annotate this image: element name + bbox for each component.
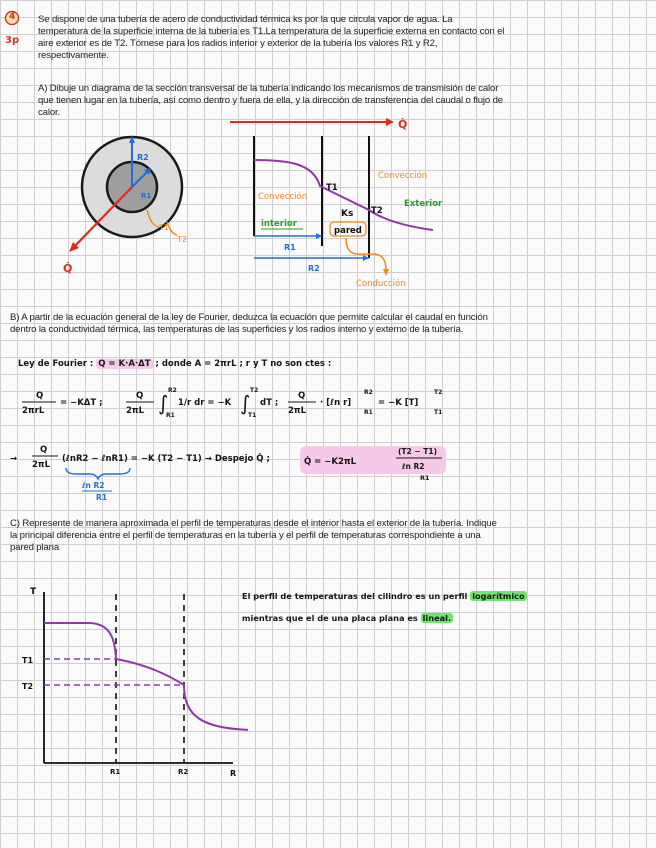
answer-highlight-lineal: lineal. (422, 613, 452, 623)
temperature-profile-graph (18, 580, 248, 780)
f2-den: 2πL (126, 406, 145, 416)
underbrace (66, 468, 130, 479)
conduccion-label: Conducción (356, 279, 406, 289)
ks-label: Ks (341, 209, 354, 219)
result-lhs: Q̇ = −K2πL (304, 457, 357, 467)
question-line: A) Dibuje un diagrama de la sección transversal de la tubería indicando los mecanismos de transmisión de calor (38, 83, 499, 94)
law-suffix: ; donde A = 2πrL ; r y T no son ctes : (155, 359, 332, 369)
law-formula: Q = K·A·ΔT (98, 359, 151, 369)
pared-label: pared (334, 226, 362, 236)
interior-label: interior (261, 219, 297, 229)
part-c-question (10, 518, 650, 554)
conv-ext-label: Convección (378, 171, 428, 181)
int2-lo: T1 (248, 412, 257, 419)
problem-number-badge (4, 10, 20, 26)
problem-statement (38, 14, 650, 62)
qdot-flow-arrowhead (386, 118, 394, 126)
law-prefix: Ley de Fourier : (18, 359, 94, 369)
qdot-flow-label: Q̇ (398, 118, 408, 131)
profile-t1-label: T1 (326, 183, 338, 193)
exterior-label: Exterior (404, 199, 443, 209)
answer-line-1 (242, 585, 642, 607)
f-num: Q (40, 445, 48, 455)
f2-num: Q (136, 391, 144, 401)
problem-number: 4 (9, 12, 16, 22)
profile-r1-label: R1 (284, 243, 296, 252)
graph-t2-label: T2 (22, 682, 34, 691)
integral-sign-2: ∫ (240, 391, 251, 415)
brace-num: ℓn R2 (82, 481, 105, 490)
label-qdot: Q̇ (63, 262, 73, 275)
question-line: la principal diferencia entre el perfil de temperaturas en la tubería y el perfil de temperaturas correspondiente a una (10, 530, 481, 541)
result-den-top: ℓn R2 (402, 462, 425, 471)
integrand-2: dT ; (260, 398, 279, 408)
temperature-profile-curve (44, 623, 248, 730)
fourier-law-line (18, 359, 331, 369)
statement-line: aire exterior es de T2. Tómese para los radios interior y exterior de la tubería los valores R1 y R2, (38, 38, 438, 49)
integrand: 1/r dr = −K (178, 398, 232, 408)
part-c-answer (242, 585, 642, 629)
arrow: → (10, 454, 18, 464)
statement-line: temperatura de la superficie interna de la tubería es T1.La temperatura de la superficie externa en contacto con el (38, 26, 505, 37)
question-line: que tienen lugar en la tubería, así como dentro y fuera de ella, y la dirección de transferencia del caudal o flujo de (38, 95, 503, 106)
eq3: = −K [T] (378, 398, 419, 408)
lhs-num: Q (36, 391, 44, 401)
graph-r1-label: R1 (110, 768, 121, 776)
statement-line: respectivamente. (38, 50, 109, 61)
statement-line: Se dispone de una tubería de acero de conductividad térmica ks por la que circula vapor de agua. La (38, 14, 453, 25)
result-num: (T2 − T1) (398, 447, 438, 456)
graph-t1-label: T1 (22, 656, 34, 665)
int2-hi: T2 (250, 387, 259, 394)
bracket: · [ℓn r] (320, 398, 352, 408)
problem-points: 3p (5, 35, 20, 46)
question-line: pared plana (10, 542, 60, 553)
brace-den: R1 (96, 493, 107, 502)
answer-highlight-logaritmico: logarítmico (472, 591, 525, 601)
label-r2: R2 (137, 153, 149, 162)
b-hi: R2 (364, 389, 373, 396)
label-t1: T1 (159, 223, 169, 232)
pipe-cross-section-diagram (55, 130, 205, 280)
part-b-question (10, 312, 650, 336)
f3-den: 2πL (288, 406, 307, 416)
f3-num: Q (298, 391, 306, 401)
question-line: C) Represente de manera aproximada el perfil de temperaturas desde el interior hasta el exterior de la tubería. Indique (10, 518, 497, 529)
lhs-den: 2πrL (22, 406, 45, 416)
answer-text-2: mientras que el de una placa plana es (242, 613, 418, 623)
profile-t2-label: T2 (371, 206, 383, 216)
int-lo: R1 (166, 412, 175, 419)
conduccion-arrowhead (383, 269, 389, 276)
question-line: calor. (38, 107, 61, 118)
result-den-bot: R1 (420, 474, 430, 482)
int-hi: R2 (168, 387, 177, 394)
question-line: dentro la conductividad térmica, las temperaturas de las superficies y los radios interno y externo de la tubería. (10, 324, 464, 335)
wall-temperature-profile-diagram (228, 108, 458, 290)
f-den: 2πL (32, 460, 51, 470)
graph-r2-label: R2 (178, 768, 189, 776)
derivation-line-1 (14, 384, 464, 424)
derivation-line-2 (10, 436, 470, 502)
label-t2: T2 (177, 235, 187, 244)
x-axis-label: R (230, 769, 237, 778)
answer-line-2 (242, 607, 642, 629)
answer-text-1: El perfil de temperaturas del cilindro es un perfil (242, 591, 468, 601)
t-lo: T1 (434, 409, 443, 416)
question-line: B) A partir de la ecuación general de la ley de Fourier, deduzca la ecuación que permite calcular el caudal en función (10, 312, 488, 323)
profile-r2-label: R2 (308, 264, 320, 273)
b-lo: R1 (364, 409, 373, 416)
conv-int-label: Convección (258, 192, 308, 202)
paren-expression: (ℓnR2 − ℓnR1) = −K (T2 − T1) → Despejo Q̇ ; (62, 454, 270, 464)
conduccion-leader (346, 238, 386, 272)
label-r1: R1 (141, 192, 152, 200)
y-axis-label: T (30, 587, 37, 597)
eq1: = −KΔT ; (60, 398, 103, 408)
integral-sign: ∫ (158, 391, 169, 415)
t-hi: T2 (434, 389, 443, 396)
